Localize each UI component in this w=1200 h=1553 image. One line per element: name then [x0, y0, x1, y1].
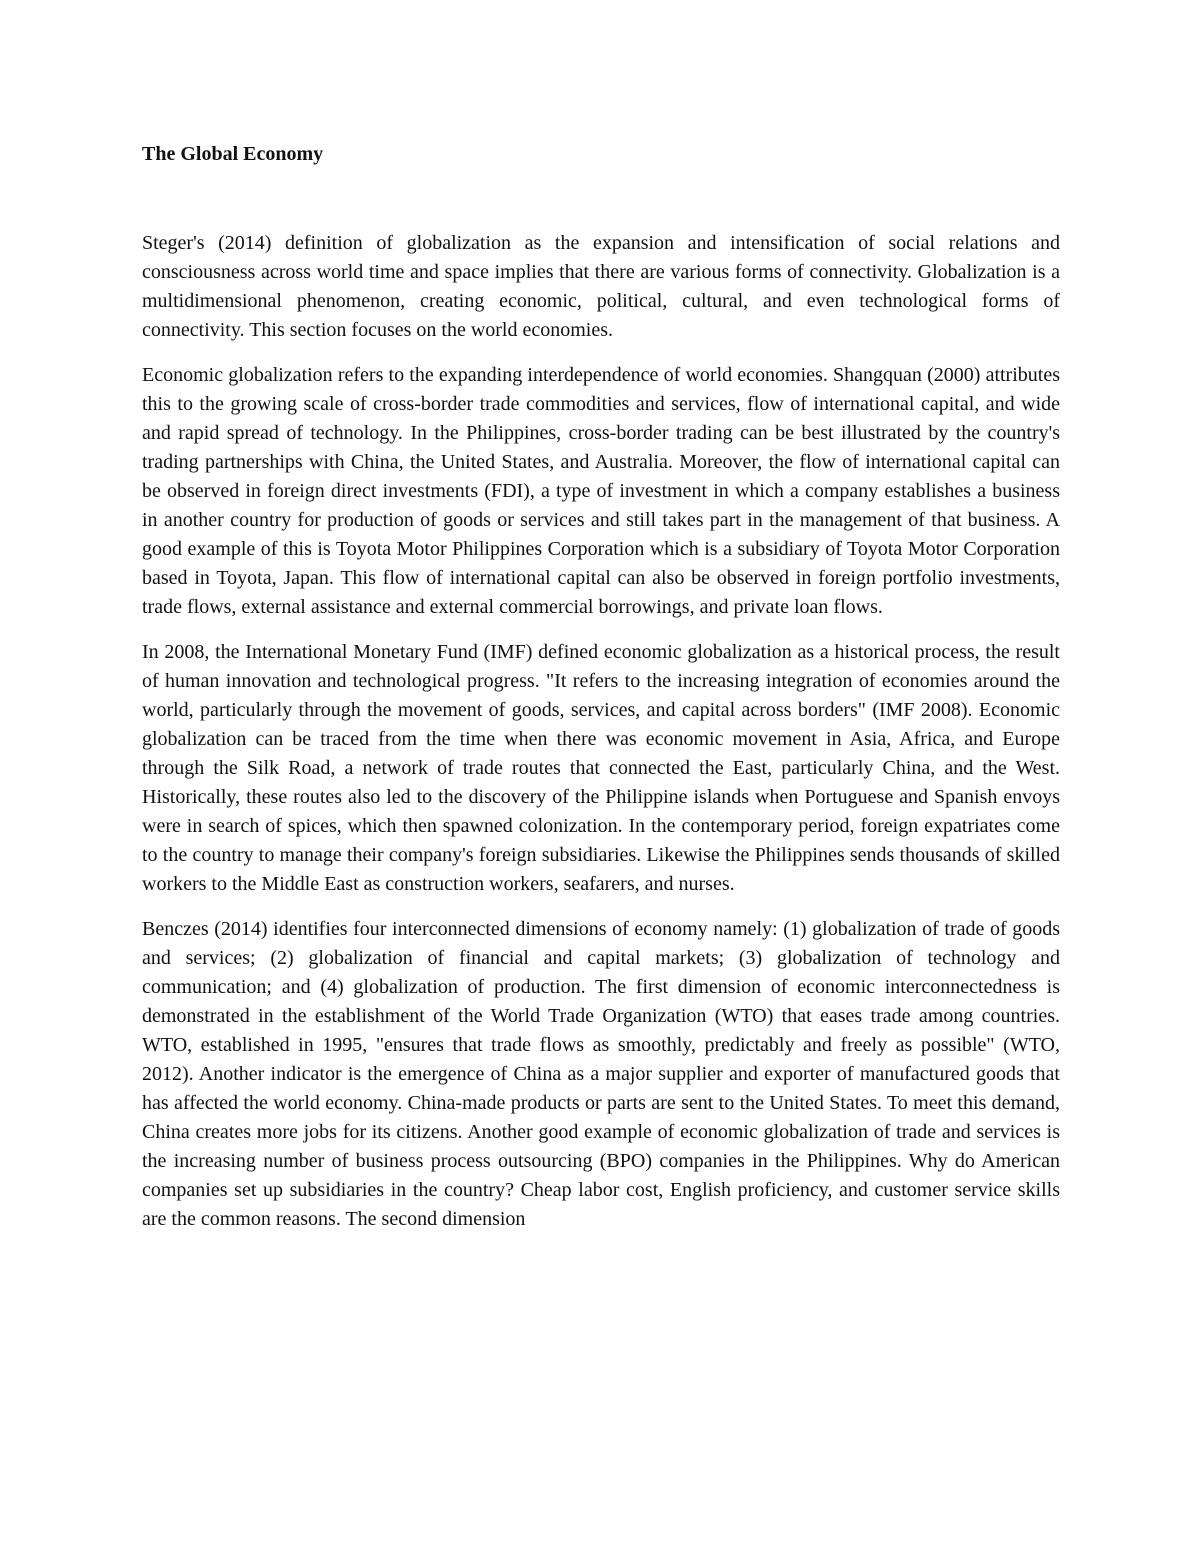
paragraph-imf-definition: In 2008, the International Monetary Fund (IMF) defined economic globalization as a historical process, the result of human innovation and technological progress. "It refers to the increasing integration of economies around the world, particularly through the movement of goods, services, and capital across borders" (IMF 2008). Economic globalization can be traced from the time when there was economic movement in Asia, Africa, and Europe through the Silk Road, a network of trade routes that connected the East, particularly China, and the West. Historically, these routes also led to the discovery of the Philippine islands when Portuguese and Spanish envoys were in search of spices, which then spawned colonization. In the contemporary period, foreign expatriates come to the country to manage their company's foreign subsidiaries. Likewise the Philippines sends thousands of skilled workers to the Middle East as construction workers, seafarers, and nurses.: [142, 641, 1060, 895]
paragraph-steger-definition: Steger's (2014) definition of globalization as the expansion and intensification of social relations and consciousness across world time and space implies that there are various forms of connectivity. Globalization is a multidimensional phenomenon, creating economic, political, cultural, and even technological forms of connectivity. This section focuses on the world economies.: [142, 232, 1060, 341]
paragraph-economic-globalization: Economic globalization refers to the expanding interdependence of world economies. Shangquan (2000) attributes this to the growing scale of cross-border trade commodities and services, flow of international capital, and wide and rapid spread of technology. In the Philippines, cross-border trading can be best illustrated by the country's trading partnerships with China, the United States, and Australia. Moreover, the flow of international capital can be observed in foreign direct investments (FDI), a type of investment in which a company establishes a business in another country for production of goods or services and still takes part in the management of that business. A good example of this is Toyota Motor Philippines Corporation which is a subsidiary of Toyota Motor Corporation based in Toyota, Japan. This flow of international capital can also be observed in foreign portfolio investments, trade flows, external assistance and external commercial borrowings, and private loan flows.: [142, 364, 1060, 618]
document-title: The Global Economy: [142, 143, 324, 165]
paragraph-benczes-dimensions: Benczes (2014) identifies four interconnected dimensions of economy namely: (1) globalization of trade of goods and services; (2) globalization of financial and capital markets; (3) globalization of technology and communication; and (4) globalization of production. The first dimension of economic interconnectedness is demonstrated in the establishment of the World Trade Organization (WTO) that eases trade among countries. WTO, established in 1995, "ensures that trade flows as smoothly, predictably and freely as possible" (WTO, 2012). Another indicator is the emergence of China as a major supplier and exporter of manufactured goods that has affected the world economy. China-made products or parts are sent to the United States. To meet this demand, China creates more jobs for its citizens. Another good example of economic globalization of trade and services is the increasing number of business process outsourcing (BPO) companies in the Philippines. Why do American companies set up subsidiaries in the country? Cheap labor cost, English proficiency, and customer service skills are the common reasons. The second dimension: [142, 918, 1060, 1230]
document-body: [142, 140, 1060, 1250]
